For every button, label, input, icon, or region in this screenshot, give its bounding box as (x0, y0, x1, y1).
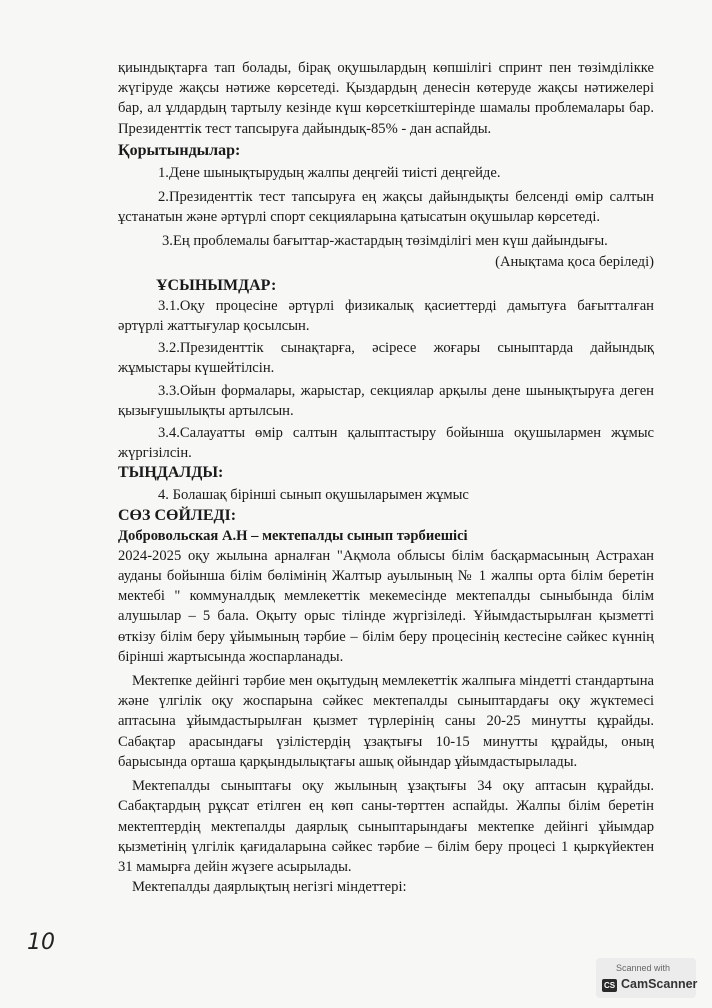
speech-paragraph-4: Мектепалды даярлықтың негізгі міндеттері: (132, 879, 407, 896)
heading-heard: ТЫҢДАЛДЫ: (118, 464, 224, 482)
heard-item-4: 4. Болашақ бірінші сынып оқушыларымен жұмыс (158, 487, 469, 504)
proposal-1: 3.1.Оқу процесіне әртүрлі физикалық қасиеттерді дамытуға бағытталған әртүрлі жаттығулар қосылсын. (118, 297, 654, 335)
conclusion-2: 2.Президенттік тест тапсыруға ең жақсы дайындықты белсенді өмір салтын ұстанатын және әртүрлі спорт секцияларына қатысатын оқушылар көрсетеді. (118, 189, 654, 226)
heading-spoke: СӨЗ СӨЙЛЕДІ: (118, 506, 237, 524)
heading-conclusions: Қорытындылар: (118, 141, 241, 159)
conclusion-3: 3.Ең проблемалы бағыттар-жастардың төзімділігі мен күш дайындығы. (162, 233, 608, 250)
paragraph-intro: қиындықтарға тап болады, бірақ оқушылардың көпшілігі спринт пен төзімділікке жүгіруде жақсы нәтиже көрсетеді. Қыздардың денесін көтеруде жақсы нәтижелері бар, ал ұлдардың тартылу кезінде күш көрсеткіштерінде шамалы проблемалары бар. Президенттік тест тапсыруға дайындық-85% - дан аспайды. (118, 60, 654, 137)
attachment-note: (Анықтама қоса беріледі) (495, 253, 654, 270)
speech-paragraph-2: Мектепке дейінгі тәрбие мен оқытудың мемлекеттік жалпыға міндетті стандартына және үлгілік оқу жоспарына сәйкес мектепалды сыныптардағы оқу жүктемесі аптасына ұйымдастырылған қызмет түрлерінің саны 20-25 минутты құрайды. Сабақтар арасындағы үзілістердің ұзақтығы 10-15 минутты құрайды, оның барысында орташа қарқындылықтағы ашық ойындар ұйымдастырылады. (118, 673, 654, 770)
proposal-3: 3.3.Ойын формалары, жарыстар, секциялар арқылы дене шынықтыруға деген қызығушылықты артылсын. (118, 382, 654, 419)
speech-paragraph-3: Мектепалды сыныптағы оқу жылының ұзақтығы 34 оқу аптасын құрайды. Сабақтардың рұқсат етілген ең көп саны-төрттен аспайды. Жалпы білім беретін мектептердің мектепалды даярлық сыныптарындағы мектепке дейінгі ұйымдар қызметінің үлгілік қағидаларына сәйкес тәрбие – білім беру процесі 1 қыркүйектен 31 мамырға дейін жүзеге асырылады. (118, 778, 654, 875)
page-number: 10 (27, 930, 55, 955)
speech-paragraph-1: 2024-2025 оқу жылына арналған "Ақмола облысы білім басқармасының Астрахан ауданы бойынша білім бөлімінің Жалтыр ауылының № 1 жалпы орта білім беретін мектебі " коммуналдық мемлекеттік мекемесінде мектепалды сыныбында білім алушылар – 5 бала. Оқыту орыс тілінде жүргізіледі. Ұйымдастырылған қызметті өткізу білім беру ұйымының тәрбие – білім беру процесінің кестесіне сәйкес күннің бірінші жартысында жоспарланады. (118, 547, 654, 665)
heading-proposals: ҰСЫНЫМДАР: (156, 276, 277, 294)
watermark-caption: Scanned with (616, 963, 671, 973)
speaker-name: Добровольская А.Н – мектепалды сынып тәрбиешісі (118, 527, 468, 544)
proposal-2: 3.2.Президенттік сынақтарға, әсіресе жоғары сыныптарда дайындық жұмыстары күшейтілсін. (118, 340, 654, 377)
proposal-4: 3.4.Салауатты өмір салтын қалыптастыру бойынша оқушылармен жұмыс жүргізілсін. (118, 425, 654, 462)
camscanner-logo-icon: CS (603, 981, 616, 990)
camscanner-watermark (596, 958, 696, 998)
conclusion-1: 1.Дене шынықтырудың жалпы деңгейі тиісті деңгейде. (158, 164, 501, 181)
watermark-brand: CamScanner (621, 977, 698, 991)
document-body (118, 58, 654, 897)
